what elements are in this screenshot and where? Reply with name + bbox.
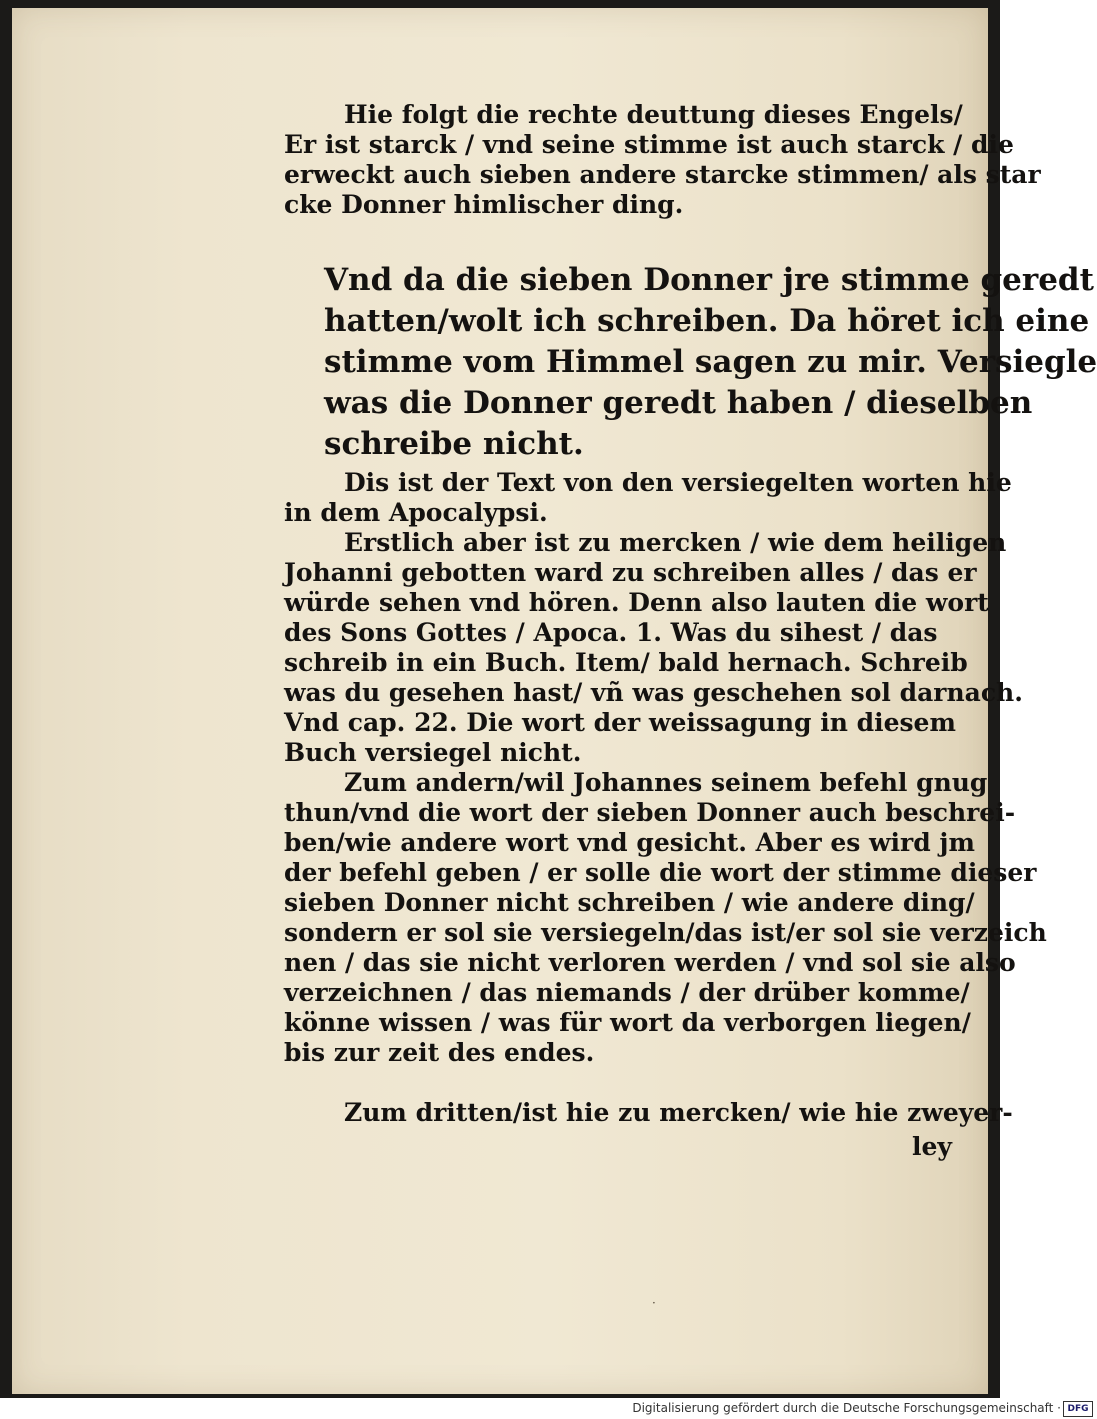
ink-mark: · [652, 1296, 656, 1310]
text-line: der befehl geben / er solle die wort der stimme dieser [284, 858, 1037, 887]
text-line: Vnd cap. 22. Die wort der weissagung in diesem [284, 708, 956, 737]
quote-line: Vnd da die sieben Donner jre stimme geredt [324, 262, 1094, 298]
text-line: sieben Donner nicht schreiben / wie andere ding/ [284, 888, 975, 917]
text-line: Zum andern/wil Johannes seinem befehl gnug [344, 768, 988, 797]
text-line: Erstlich aber ist zu mercken / wie dem heiligen [344, 528, 1007, 557]
paragraph-5 [284, 1098, 1013, 1128]
text-line: thun/vnd die wort der sieben Donner auch beschrei- [284, 798, 1016, 827]
text-line: Hie folgt die rechte deuttung dieses Engels/ [344, 100, 963, 129]
paragraph-3 [284, 528, 1023, 768]
text-line: Dis ist der Text von den versiegelten worten hie [344, 468, 1012, 497]
text-line: Zum dritten/ist hie zu mercken/ wie hie zweyer- [344, 1098, 1013, 1127]
quote-line: was die Donner geredt haben / dieselben [324, 385, 1033, 421]
scripture-quote [324, 260, 1097, 465]
text-line: des Sons Gottes / Apoca. 1. Was du sihest / das [284, 618, 938, 647]
text-line: cke Donner himlischer ding. [284, 190, 684, 219]
text-line: nen / das sie nicht verloren werden / vnd sol sie also [284, 948, 1016, 977]
quote-line: hatten/wolt ich schreiben. Da höret ich eine [324, 303, 1090, 339]
quote-line: stimme vom Himmel sagen zu mir. Versiegle [324, 344, 1097, 380]
text-line: verzeichnen / das niemands / der drüber komme/ [284, 978, 970, 1007]
quote-line: schreibe nicht. [324, 426, 584, 462]
text-line: in dem Apocalypsi. [284, 498, 548, 527]
paragraph-2 [284, 468, 1012, 528]
text-line: ben/wie andere wort vnd gesicht. Aber es wird jm [284, 828, 975, 857]
text-line: erweckt auch sieben andere starcke stimmen/ als star [284, 160, 1041, 189]
text-line: Buch versiegel nicht. [284, 738, 582, 767]
text-line: schreib in ein Buch. Item/ bald hernach. Schreib [284, 648, 968, 677]
text-line: Johanni gebotten ward zu schreiben alles / das er [284, 558, 977, 587]
text-line: Er ist starck / vnd seine stimme ist auch starck / die [284, 130, 1014, 159]
catchword: ley [912, 1132, 952, 1161]
text-line: könne wissen / was für wort da verborgen liegen/ [284, 1008, 971, 1037]
text-line: bis zur zeit des endes. [284, 1038, 595, 1067]
text-line: sondern er sol sie versiegeln/das ist/er sol sie verzeich [284, 918, 1047, 947]
text-line: was du gesehen hast/ vñ was geschehen sol darnach. [284, 678, 1023, 707]
text-line: würde sehen vnd hören. Denn also lauten die wort [284, 588, 989, 617]
paragraph-4 [284, 768, 1047, 1068]
book-page [12, 8, 1097, 1394]
paragraph-1 [284, 100, 1041, 220]
funding-credit: Digitalisierung gefördert durch die Deutsche Forschungsgemeinschaft · [632, 1401, 1061, 1415]
dfg-logo-icon: DFG [1063, 1401, 1093, 1417]
